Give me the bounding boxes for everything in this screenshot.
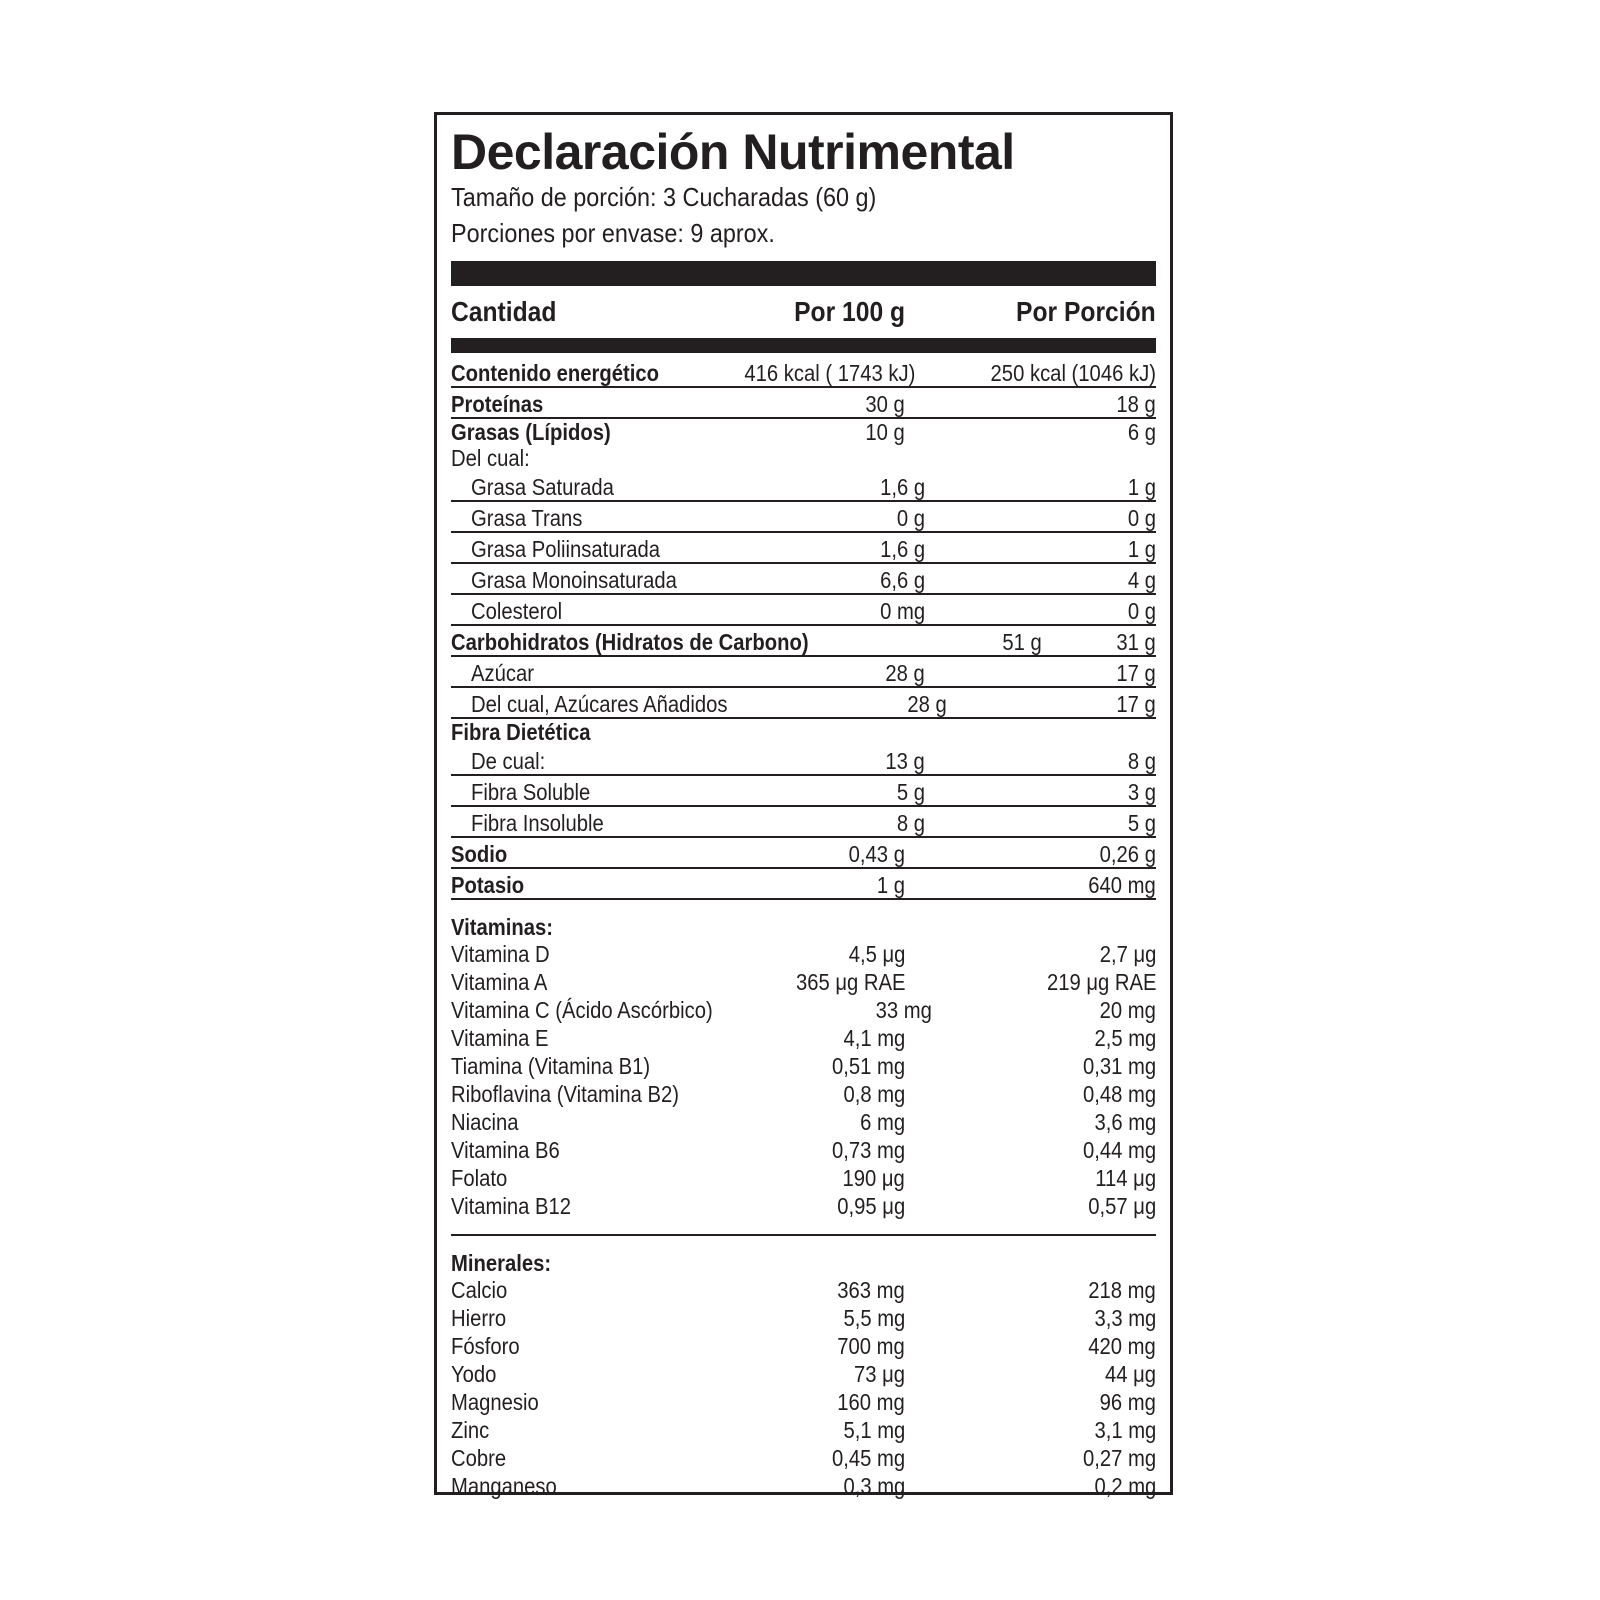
item-label: Cobre [451, 1445, 507, 1471]
nutrient-per-serving: 17 g [1116, 691, 1156, 717]
list-item [451, 1136, 1156, 1164]
servings-per-container: Porciones por envase: 9 aprox. [451, 218, 775, 248]
item-per-serving: 0,31 mg [1082, 1053, 1156, 1079]
list-item [451, 1080, 1156, 1108]
item-per-serving: 219 μg RAE [1046, 969, 1156, 995]
item-label: Folato [451, 1165, 508, 1191]
nutrient-row [451, 353, 1156, 388]
item-label: Vitamina C (Ácido Ascórbico) [451, 997, 713, 1023]
item-per100: 365 μg RAE [795, 969, 905, 995]
nutrient-per100: 1 g [876, 872, 905, 898]
item-label: Zinc [451, 1417, 490, 1443]
nutrient-per-serving: 8 g [1127, 748, 1156, 774]
nutrient-label: Colesterol [471, 598, 563, 624]
item-per100: 700 mg [837, 1333, 905, 1359]
minerals-section-title: Minerales: [451, 1250, 552, 1276]
list-item [451, 968, 1156, 996]
item-per-serving: 420 mg [1088, 1333, 1156, 1359]
item-label: Calcio [451, 1277, 508, 1303]
item-label: Magnesio [451, 1389, 539, 1415]
nutrient-per100: 13 g [885, 748, 925, 774]
nutrient-per100: 6,6 g [879, 567, 925, 593]
nutrient-per-serving: 1 g [1127, 474, 1156, 500]
list-item [451, 1192, 1156, 1220]
minerals-list [451, 1276, 1156, 1500]
nutrient-label: Sodio [451, 841, 508, 867]
nutrient-label: Carbohidratos (Hidratos de Carbono) [451, 629, 809, 655]
nutrient-label: Grasa Trans [471, 505, 583, 531]
item-per100: 5,5 mg [843, 1305, 905, 1331]
vitamins-section-title: Vitaminas: [451, 914, 553, 940]
nutrient-label: Grasa Saturada [471, 474, 614, 500]
nutrient-label: Del cual: [451, 445, 530, 471]
item-per-serving: 0,44 mg [1082, 1137, 1156, 1163]
item-label: Manganeso [451, 1473, 557, 1499]
item-per-serving: 3,3 mg [1094, 1305, 1156, 1331]
nutrition-label [434, 112, 1173, 1499]
nutrient-per100: 10 g [865, 419, 905, 445]
list-item [451, 940, 1156, 968]
serving-size: Tamaño de porción: 3 Cucharadas (60 g) [451, 182, 877, 212]
nutrient-row [451, 807, 1156, 838]
nutrient-per100: 0,43 g [848, 841, 905, 867]
nutrient-per100: 1,6 g [879, 474, 925, 500]
nutrient-row [451, 471, 1156, 502]
nutrient-per100: 416 kcal ( 1743 kJ) [744, 360, 916, 386]
nutrient-row [451, 745, 1156, 776]
item-per100: 0,3 mg [843, 1473, 905, 1499]
item-per-serving: 2,7 μg [1099, 941, 1156, 967]
nutrient-label: Azúcar [471, 660, 535, 686]
item-label: Vitamina B12 [451, 1193, 572, 1219]
nutrient-row [451, 502, 1156, 533]
list-item [451, 1304, 1156, 1332]
item-per-serving: 218 mg [1088, 1277, 1156, 1303]
nutrient-per100: 28 g [885, 660, 925, 686]
list-item [451, 1108, 1156, 1136]
item-per-serving: 96 mg [1099, 1389, 1156, 1415]
nutrient-row [451, 626, 1156, 657]
nutrient-label: Fibra Dietética [451, 719, 591, 745]
nutrient-row [451, 419, 1156, 445]
item-label: Vitamina B6 [451, 1137, 560, 1163]
nutrient-per-serving: 31 g [1116, 629, 1156, 655]
nutrient-per100: 30 g [865, 391, 905, 417]
item-per100: 160 mg [837, 1389, 905, 1415]
nutrient-label: Grasas (Lípidos) [451, 419, 611, 445]
item-per100: 0,45 mg [831, 1445, 905, 1471]
item-per-serving: 0,2 mg [1094, 1473, 1156, 1499]
header-per-serving: Por Porción [1016, 296, 1156, 327]
nutrient-per-serving: 0 g [1127, 505, 1156, 531]
nutrient-row [451, 719, 1156, 745]
nutrient-per100: 0 mg [879, 598, 925, 624]
header-per-100g: Por 100 g [794, 296, 905, 327]
nutrient-row [451, 657, 1156, 688]
item-label: Yodo [451, 1361, 497, 1387]
nutrient-row [451, 838, 1156, 869]
nutrient-row [451, 595, 1156, 626]
item-per-serving: 0,48 mg [1082, 1081, 1156, 1107]
item-label: Fósforo [451, 1333, 520, 1359]
list-item [451, 1052, 1156, 1080]
list-item [451, 1164, 1156, 1192]
item-per100: 6 mg [859, 1109, 905, 1135]
nutrient-per-serving: 18 g [1116, 391, 1156, 417]
list-item [451, 1332, 1156, 1360]
item-per-serving: 3,1 mg [1094, 1417, 1156, 1443]
nutrient-per100: 1,6 g [879, 536, 925, 562]
nutrient-label: Fibra Soluble [471, 779, 591, 805]
vitamins-list [451, 940, 1156, 1220]
nutrient-per-serving: 0,26 g [1099, 841, 1156, 867]
nutrient-per-serving: 640 mg [1088, 872, 1156, 898]
item-per100: 0,8 mg [843, 1081, 905, 1107]
nutrient-row [451, 776, 1156, 807]
nutrient-label: Potasio [451, 872, 525, 898]
item-per100: 190 μg [842, 1165, 905, 1191]
nutrient-label: Grasa Poliinsaturada [471, 536, 661, 562]
nutrient-per-serving: 1 g [1127, 536, 1156, 562]
item-per-serving: 0,27 mg [1082, 1445, 1156, 1471]
column-header [451, 286, 1156, 338]
nutrient-row [451, 688, 1156, 719]
item-per100: 0,73 mg [831, 1137, 905, 1163]
nutrient-per100: 5 g [896, 779, 925, 805]
nutrient-per-serving: 250 kcal (1046 kJ) [990, 360, 1156, 386]
nutrient-label: Contenido energético [451, 360, 660, 386]
nutrient-row [451, 533, 1156, 564]
nutrient-label: Proteínas [451, 391, 544, 417]
item-per-serving: 3,6 mg [1094, 1109, 1156, 1135]
item-per-serving: 44 μg [1104, 1361, 1156, 1387]
item-label: Riboflavina (Vitamina B2) [451, 1081, 680, 1107]
nutrient-row [451, 564, 1156, 595]
item-per100: 0,51 mg [831, 1053, 905, 1079]
nutrient-label: De cual: [471, 748, 546, 774]
item-per100: 5,1 mg [843, 1417, 905, 1443]
nutrient-per-serving: 0 g [1127, 598, 1156, 624]
item-per-serving: 20 mg [1099, 997, 1156, 1023]
list-item [451, 1388, 1156, 1416]
nutrient-per-serving: 3 g [1127, 779, 1156, 805]
item-per-serving: 0,57 μg [1088, 1193, 1156, 1219]
nutrient-per-serving: 6 g [1127, 419, 1156, 445]
list-item [451, 1472, 1156, 1500]
list-item [451, 1444, 1156, 1472]
header-amount: Cantidad [451, 296, 557, 327]
item-label: Vitamina D [451, 941, 550, 967]
medium-divider [451, 338, 1156, 353]
nutrient-per-serving: 4 g [1127, 567, 1156, 593]
nutrient-per-serving: 17 g [1116, 660, 1156, 686]
item-per100: 33 mg [876, 997, 933, 1023]
item-per100: 4,1 mg [843, 1025, 905, 1051]
nutrient-per100: 28 g [907, 691, 947, 717]
nutrient-label: Fibra Insoluble [471, 810, 604, 836]
item-label: Niacina [451, 1109, 519, 1135]
list-item [451, 1276, 1156, 1304]
item-per100: 4,5 μg [848, 941, 905, 967]
nutrient-row [451, 388, 1156, 419]
item-per-serving: 2,5 mg [1094, 1025, 1156, 1051]
nutrient-per-serving: 5 g [1127, 810, 1156, 836]
nutrient-label: Del cual, Azúcares Añadidos [471, 691, 728, 717]
item-per100: 73 μg [853, 1361, 905, 1387]
item-per-serving: 114 μg [1095, 1165, 1156, 1191]
nutrient-per100: 0 g [896, 505, 925, 531]
item-label: Tiamina (Vitamina B1) [451, 1053, 651, 1079]
item-label: Vitamina E [451, 1025, 549, 1051]
nutrient-row [451, 869, 1156, 900]
nutrient-row [451, 445, 1156, 471]
nutrient-label: Grasa Monoinsaturada [471, 567, 677, 593]
item-per100: 363 mg [837, 1277, 905, 1303]
thick-divider [451, 261, 1156, 286]
list-item [451, 1360, 1156, 1388]
item-label: Hierro [451, 1305, 507, 1331]
nutrient-per100: 51 g [1001, 629, 1042, 655]
nutrient-per100: 8 g [896, 810, 925, 836]
item-label: Vitamina A [451, 969, 548, 995]
list-item [451, 1416, 1156, 1444]
item-per100: 0,95 μg [837, 1193, 905, 1219]
list-item [451, 1024, 1156, 1052]
list-item [451, 996, 1156, 1024]
label-title: Declaración Nutrimental [451, 124, 1015, 180]
